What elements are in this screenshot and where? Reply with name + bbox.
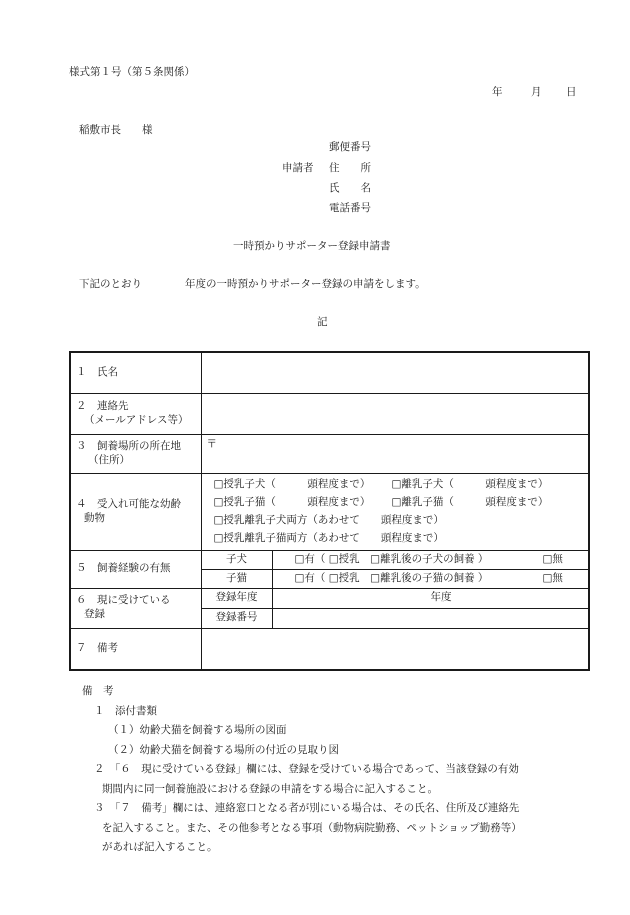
note-3-line3: があれば記入すること。: [102, 841, 218, 853]
registration-year-label: 登録年度: [201, 588, 272, 608]
acceptable-animals-options: [201, 473, 589, 550]
label-current-registration: ６ 現に受けている 登録: [70, 588, 201, 628]
registration-year-input[interactable]: [272, 588, 589, 608]
experience-cat-yes[interactable]: □有（ □授乳 □離乳後の子猫の飼養 ）: [294, 571, 489, 584]
label-acceptable-animals: ４ 受入れ可能な幼齢 動物: [70, 473, 201, 550]
note-3-line2: を記入すること。また、その他参考となる事項（動物病院勤務、ペットショップ勤務等）: [102, 821, 522, 834]
note-1b: （２）幼齢犬猫を飼養する場所の付近の見取り図: [108, 743, 339, 756]
date-day: 日: [566, 86, 577, 98]
address-label: 住 所: [329, 162, 371, 174]
row-contact: [70, 393, 589, 434]
experience-dog-options: [272, 550, 589, 569]
notes-heading: 備 考: [82, 685, 114, 697]
note-3-line1: ３ 「７ 備考」欄には、連絡窓口となる者が別にいる場合は、その氏名、住所及び連絡先: [94, 802, 520, 814]
row-experience-dog: [70, 550, 589, 569]
intro-before: 下記のとおり: [79, 278, 142, 290]
date-year: 年: [492, 86, 503, 98]
note-2-line1: ２ 「６ 現に受けている登録」欄には、登録を受けている場合であって、当該登録の有効: [94, 763, 519, 775]
postal-code-label: 郵便番号: [329, 141, 371, 153]
postal-mark: 〒: [206, 437, 217, 450]
note-1a: （１）幼齢犬猫を飼養する場所の図面: [108, 724, 287, 736]
name-label: 氏 名: [329, 182, 371, 194]
note-1: １ 添付書類: [94, 704, 157, 717]
row-location: [70, 434, 589, 473]
label-location: ３ 飼養場所の所在地 （住所）: [70, 434, 201, 473]
registration-number-input[interactable]: [272, 608, 589, 628]
row-registration-year: [70, 588, 589, 608]
date-month: 月: [531, 86, 542, 98]
label-experience: ５ 飼養経験の有無: [70, 550, 201, 588]
experience-dog-no[interactable]: □無: [542, 552, 563, 565]
note-2-line2: 期間内に同一飼養施設における登録の申請をする場合に記入すること。: [102, 782, 438, 795]
applicant-label: 申請者: [282, 162, 314, 174]
checkbox-nursing-puppy[interactable]: □授乳子犬（ 頭程度まで）: [213, 477, 371, 490]
location-input[interactable]: [201, 434, 589, 473]
notes-section: [82, 682, 582, 858]
experience-dog-yes[interactable]: □有（ □授乳 □離乳後の子犬の飼養 ）: [294, 552, 489, 565]
document-title: 一時預かりサポーター登録申請書: [233, 240, 391, 252]
row-name: [70, 352, 589, 393]
checkbox-both-puppy[interactable]: □授乳離乳子犬両方（あわせて 頭程度まで）: [213, 513, 444, 526]
checkbox-weaned-puppy[interactable]: □離乳子犬（ 頭程度まで）: [391, 477, 549, 490]
ki-heading: 記: [317, 316, 328, 328]
label-contact: ２ 連絡先 （メールアドレス等）: [70, 393, 201, 434]
year-unit: 年度: [430, 591, 452, 604]
experience-cat-no[interactable]: □無: [542, 571, 563, 584]
application-table: [69, 351, 590, 671]
label-name: １ 氏名: [70, 352, 201, 393]
registration-number-label: 登録番号: [201, 608, 272, 628]
row-remarks: [70, 628, 589, 670]
phone-label: 電話番号: [329, 202, 371, 214]
form-number: 様式第１号（第５条関係）: [69, 66, 195, 78]
experience-cat-label: 子猫: [201, 569, 272, 588]
checkbox-nursing-kitten[interactable]: □授乳子猫（ 頭程度まで）: [213, 495, 371, 508]
remarks-input[interactable]: [201, 628, 589, 670]
name-input[interactable]: [201, 352, 589, 393]
contact-input[interactable]: [201, 393, 589, 434]
intro-after: 年度の一時預かりサポーター登録の申請をします。: [185, 278, 426, 290]
label-remarks: ７ 備考: [70, 628, 201, 670]
row-acceptable-animals: [70, 473, 589, 550]
experience-cat-options: [272, 569, 589, 588]
addressee: 稲敷市長 様: [79, 124, 153, 136]
experience-dog-label: 子犬: [201, 550, 272, 569]
checkbox-weaned-kitten[interactable]: □離乳子猫（ 頭程度まで）: [391, 495, 549, 508]
checkbox-both-kitten[interactable]: □授乳離乳子猫両方（あわせて 頭程度まで）: [213, 531, 444, 544]
